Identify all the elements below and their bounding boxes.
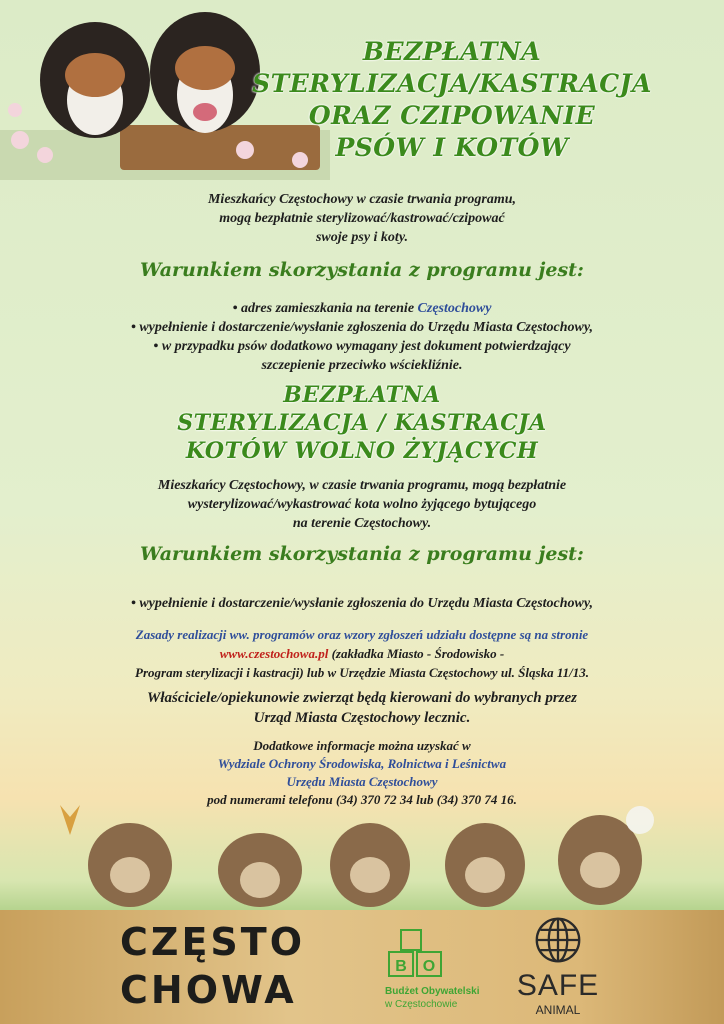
text-line: wysterylizować/wykastrować kota wolno żyjącego bytującego	[187, 497, 537, 512]
czestochowa-logo	[120, 918, 305, 1014]
owners-line: Właściciele/opiekunowie zwierząt będą kierowani do wybranych przez	[147, 690, 577, 706]
globe-icon	[534, 916, 582, 964]
title-line: KOTÓW WOLNO ŻYJĄCYCH	[185, 438, 539, 464]
bo-letter: O	[422, 958, 436, 975]
condition-text: • adres zamieszkania na terenie	[232, 301, 418, 316]
budzet-obywatelski-logo	[385, 928, 515, 1011]
title-line: ORAZ CZIPOWANIE	[308, 101, 596, 130]
section2-title	[0, 381, 724, 465]
bo-subtitle: w Częstochowie	[385, 999, 458, 1010]
conditions-heading: Warunkiem skorzystania z programu jest:	[140, 259, 584, 281]
intro-line: mogą bezpłatnie sterylizować/kastrować/czipować	[219, 211, 505, 226]
title-line: STERYLIZACJA/KASTRACJA	[252, 69, 652, 98]
main-title	[180, 36, 724, 164]
rules-text	[0, 625, 724, 682]
condition-item: • wypełnienie i dostarczenie/wysłanie zgłoszenia do Urzędu Miasta Częstochowy,	[130, 596, 594, 611]
rules-line: Program sterylizacji i kastracji) lub w Urzędzie Miasta Częstochowy ul. Śląska 11/13.	[135, 665, 589, 680]
conditions-heading-2: Warunkiem skorzystania z programu jest:	[140, 543, 584, 565]
title-line: BEZPŁATNA	[283, 382, 441, 408]
rules-line: (zakładka Miasto - Środowisko -	[328, 646, 505, 661]
city-link[interactable]: Częstochowy	[417, 301, 492, 316]
logo-text: CZĘSTO	[120, 920, 305, 964]
animal-text: ANIMAL	[535, 1003, 581, 1017]
intro-line: swoje psy i koty.	[315, 230, 409, 245]
conditions-list	[0, 299, 724, 375]
text-line: na terenie Częstochowy.	[292, 516, 432, 531]
bo-letter: B	[395, 958, 407, 975]
footer-logos	[0, 910, 724, 1024]
safe-animal-logo	[498, 916, 618, 1018]
blocks-icon	[385, 928, 447, 980]
logo-text: CHOWA	[120, 968, 297, 1012]
condition-item: • wypełnienie i dostarczenie/wysłanie zgłoszenia do Urzędu Miasta Częstochowy,	[130, 320, 594, 335]
rules-line: Zasady realizacji ww. programów oraz wzory zgłoszeń udziału dostępne są na stronie	[135, 627, 589, 642]
title-line: STERYLIZACJA / KASTRACJA	[177, 410, 547, 436]
condition-item	[0, 299, 724, 318]
condition-item: szczepienie przeciwko wściekliźnie.	[261, 358, 463, 373]
contact-line: Dodatkowe informacje można uzyskać w	[253, 738, 471, 753]
title-line: PSÓW I KOTÓW	[335, 133, 569, 162]
office-name: Urzędu Miasta Częstochowy	[286, 774, 438, 789]
owners-line: Urząd Miasta Częstochowy lecznic.	[253, 710, 471, 726]
department-name: Wydziale Ochrony Środowiska, Rolnictwa i Leśnictwa	[217, 756, 507, 771]
website-link[interactable]: www.czestochowa.pl	[219, 646, 329, 661]
section2-text	[0, 476, 724, 533]
safe-text: SAFE	[516, 969, 600, 1002]
owners-text	[0, 688, 724, 728]
bo-title: Budżet Obywatelski	[385, 986, 480, 997]
intro-text	[0, 190, 724, 247]
kittens-illustration	[50, 795, 690, 907]
phone-numbers: pod numerami telefonu (34) 370 72 34 lub (34) 370 74 16.	[207, 792, 517, 807]
condition-item: • w przypadku psów dodatkowo wymagany jest dokument potwierdzający	[153, 339, 571, 354]
title-line: BEZPŁATNA	[362, 37, 542, 66]
intro-line: Mieszkańcy Częstochowy w czasie trwania programu,	[207, 192, 517, 207]
text-line: Mieszkańcy Częstochowy, w czasie trwania programu, mogą bezpłatnie	[157, 478, 567, 493]
